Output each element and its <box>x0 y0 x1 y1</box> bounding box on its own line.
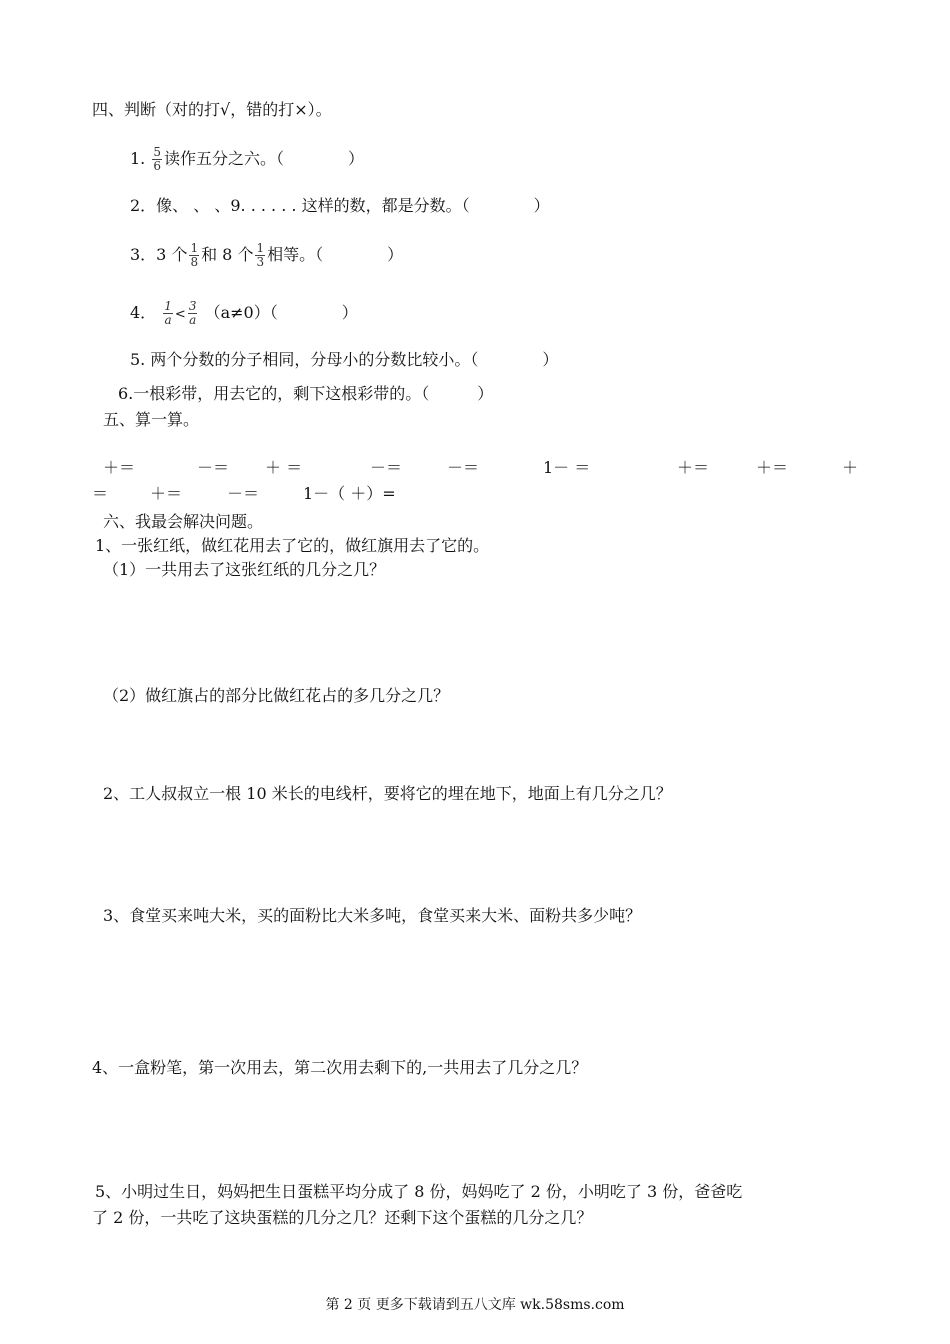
question-6: 6.一根彩带，用去它的，剩下这根彩带的。（ ） <box>118 384 494 403</box>
problem-3: 3、食堂买来吨大米，买的面粉比大米多吨，食堂买来大米、面粉共多少吨？ <box>103 906 642 925</box>
calc-row-2 <box>0 484 950 506</box>
question-3 <box>130 242 403 269</box>
fraction: $\frac{1}{a}$ <box>164 299 172 327</box>
problem-1-part-1: （1）一共用去了这张红纸的几分之几？ <box>103 560 386 579</box>
section5-title: 五、算一算。 <box>103 410 200 429</box>
calc-item: ＋＝ <box>756 458 789 477</box>
question-4 <box>130 300 358 327</box>
problem-2: 2、工人叔叔立一根 10 米长的电线杆，要将它的埋在地下，地面上有几分之几？ <box>103 784 672 803</box>
section6-title: 六、我最会解决问题。 <box>103 512 264 531</box>
calc-item: －＝ <box>447 458 480 477</box>
problem-5-line-2: 了 2 份，一共吃了这块蛋糕的几分之几？还剩下这个蛋糕的几分之几？ <box>92 1208 593 1227</box>
problem-5-line-1: 5、小明过生日，妈妈把生日蛋糕平均分成了 8 份，妈妈吃了 2 份，小明吃了 3 份，爸爸吃 <box>95 1182 743 1201</box>
question-number: 1. <box>130 149 146 168</box>
question-text: 3．3 个 <box>130 245 188 264</box>
question-5: 5. 两个分数的分子相同，分母小的分数比较小。（ ） <box>130 350 559 369</box>
calc-item: －＝ <box>197 458 230 477</box>
problem-4: 4、一盒粉笔，第一次用去，第二次用去剩下的,一共用去了几分之几？ <box>92 1058 588 1077</box>
calc-item: ＋＝ <box>677 458 710 477</box>
problem-1-part-2: （2）做红旗占的部分比做红花占的多几分之几？ <box>103 686 450 705</box>
calc-item: －＝ <box>227 484 260 503</box>
calc-row-1 <box>0 458 950 480</box>
calc-item: ＋＝ <box>103 458 136 477</box>
section4-title: 四、判断（对的打√，错的打×）。 <box>92 100 332 119</box>
calc-item: 1－（ ＋）= <box>303 484 396 503</box>
question-2: 2．像、 、 、9. . . . . . 这样的数，都是分数。（ ） <box>130 196 550 215</box>
question-number: 4． <box>130 303 157 322</box>
question-text: 读作五分之六。（ ） <box>164 149 365 168</box>
problem-1: 1、一张红纸，做红花用去了它的，做红旗用去了它的。 <box>95 536 490 555</box>
page-footer: 第 2 页 更多下载请到五八文库 wk.58sms.com <box>325 1297 625 1313</box>
calc-item: ＝ <box>92 484 109 503</box>
fraction: $\frac{3}{a}$ <box>188 299 197 327</box>
question-text: （a≠0）（ ） <box>204 303 358 322</box>
calc-item: 1－ ＝ <box>543 458 591 477</box>
less-than-sign: < <box>174 307 186 322</box>
calc-item: ＋ ＝ <box>265 458 303 477</box>
question-1 <box>130 146 364 173</box>
fraction: $\frac{5}{6}$ <box>153 145 161 173</box>
calc-item: ＋ <box>842 458 859 477</box>
calc-item: ＋＝ <box>150 484 183 503</box>
question-text: 和 8 个 <box>201 245 254 264</box>
fraction: $\frac{1}{3}$ <box>256 241 265 269</box>
fraction: $\frac{1}{8}$ <box>190 241 199 269</box>
question-text: 相等。（ ） <box>267 245 404 264</box>
calc-item: －＝ <box>370 458 403 477</box>
